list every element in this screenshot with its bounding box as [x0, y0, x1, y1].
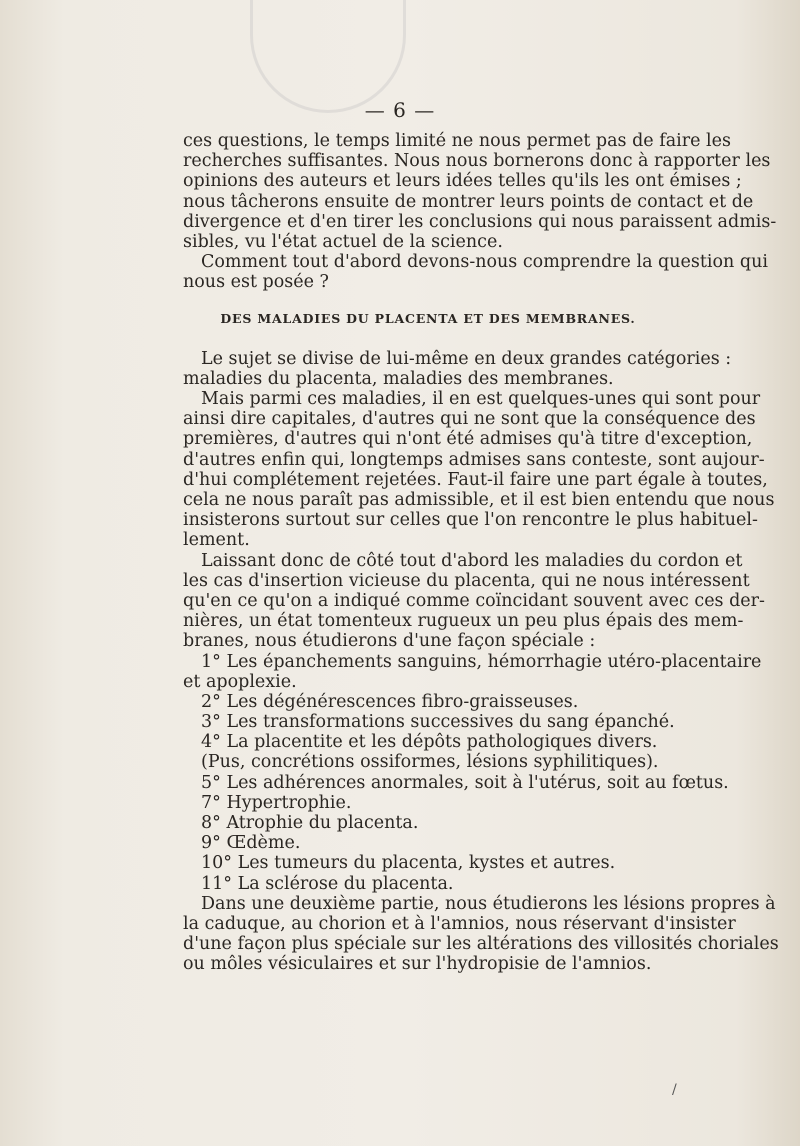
corner-pencil-mark: / [672, 1082, 677, 1098]
paragraph-4 [183, 389, 775, 551]
text-line: la caduque, au chorion et à l'amnios, nous réservant d'insister [183, 913, 736, 934]
faded-library-stamp [250, 0, 406, 113]
text-line: Laissant donc de côté tout d'abord les maladies du cordon et [201, 550, 743, 571]
text-line: les cas d'insertion vicieuse du placenta, qui ne nous intéressent [183, 570, 750, 591]
text-line: maladies du placenta, maladies des membranes. [183, 368, 614, 389]
paragraph-2 [183, 252, 768, 293]
text-line: ainsi dire capitales, d'autres qui ne sont que la conséquence des [183, 409, 756, 430]
text-line: sibles, vu l'état actuel de la science. [183, 231, 503, 252]
list-item: et apoplexie. [183, 671, 297, 692]
text-line: cela ne nous paraît pas admissible, et il est bien entendu que nous [183, 490, 775, 511]
list-item: 5° Les adhérences anormales, soit à l'utérus, soit au fœtus. [201, 772, 729, 793]
section-heading: DES MALADIES DU PLACENTA ET DES MEMBRANES. [220, 310, 636, 326]
text-line: recherches suffisantes. Nous nous bornerons donc à rapporter les [183, 151, 771, 172]
paragraph-6 [183, 893, 779, 975]
text-line: opinions des auteurs et leurs idées telles qu'ils les ont émises ; [183, 171, 742, 192]
text-line: Comment tout d'abord devons-nous comprendre la question qui [201, 252, 768, 273]
text-line: Le sujet se divise de lui-même en deux grandes catégories : [201, 348, 732, 369]
text-line: ou môles vésiculaires et sur l'hydropisie de l'amnios. [183, 954, 652, 975]
list-item: 10° Les tumeurs du placenta, kystes et autres. [201, 853, 616, 874]
paragraph-5 [183, 550, 765, 652]
text-line: nous est posée ? [183, 272, 329, 293]
text-line: d'une façon plus spéciale sur les altérations des villosités choriales [183, 934, 779, 955]
text-line: premières, d'autres qui n'ont été admises qu'à titre d'exception, [183, 429, 753, 450]
list-item: 1° Les épanchements sanguins, hémorrhagie utéro-placentaire [201, 651, 762, 672]
text-line: insisterons surtout sur celles que l'on rencontre le plus habituel- [183, 510, 758, 531]
paragraph-3 [183, 348, 732, 389]
list-item: 9° Œdème. [201, 833, 301, 854]
text-line: nous tâcherons ensuite de montrer leurs points de contact et de [183, 191, 754, 212]
text-line: nières, un état tomenteux rugueux un peu plus épais des mem- [183, 611, 744, 632]
text-line: Mais parmi ces maladies, il en est quelques-unes qui sont pour [201, 389, 761, 410]
text-line: d'hui complétement rejetées. Faut-il faire une part égale à toutes, [183, 469, 768, 490]
disease-list [183, 651, 762, 894]
list-item: 11° La sclérose du placenta. [201, 873, 454, 894]
text-line: divergence et d'en tirer les conclusions qui nous paraissent admis- [183, 211, 777, 232]
text-line: qu'en ce qu'on a indiqué comme coïncidant souvent avec ces der- [183, 590, 765, 611]
page-body [183, 131, 779, 975]
list-item: 4° La placentite et les dépôts pathologiques divers. [201, 732, 658, 753]
text-line: d'autres enfin qui, longtemps admises sans conteste, sont aujour- [183, 449, 765, 470]
page-number: — 6 — [364, 98, 436, 122]
text-line: ces questions, le temps limité ne nous permet pas de faire les [183, 131, 731, 151]
list-item: 8° Atrophie du placenta. [201, 813, 419, 834]
text-line: lement. [183, 530, 250, 551]
list-item: (Pus, concrétions ossiformes, lésions syphilitiques). [201, 752, 659, 773]
list-item: 7° Hypertrophie. [201, 792, 352, 813]
list-item: 2° Les dégénérescences fibro-graisseuses. [201, 691, 579, 712]
text-line: branes, nous étudierons d'une façon spéciale : [183, 631, 596, 652]
text-line: Dans une deuxième partie, nous étudierons les lésions propres à [201, 893, 776, 914]
list-item: 3° Les transformations successives du sang épanché. [201, 712, 675, 733]
paragraph-1 [183, 131, 777, 252]
